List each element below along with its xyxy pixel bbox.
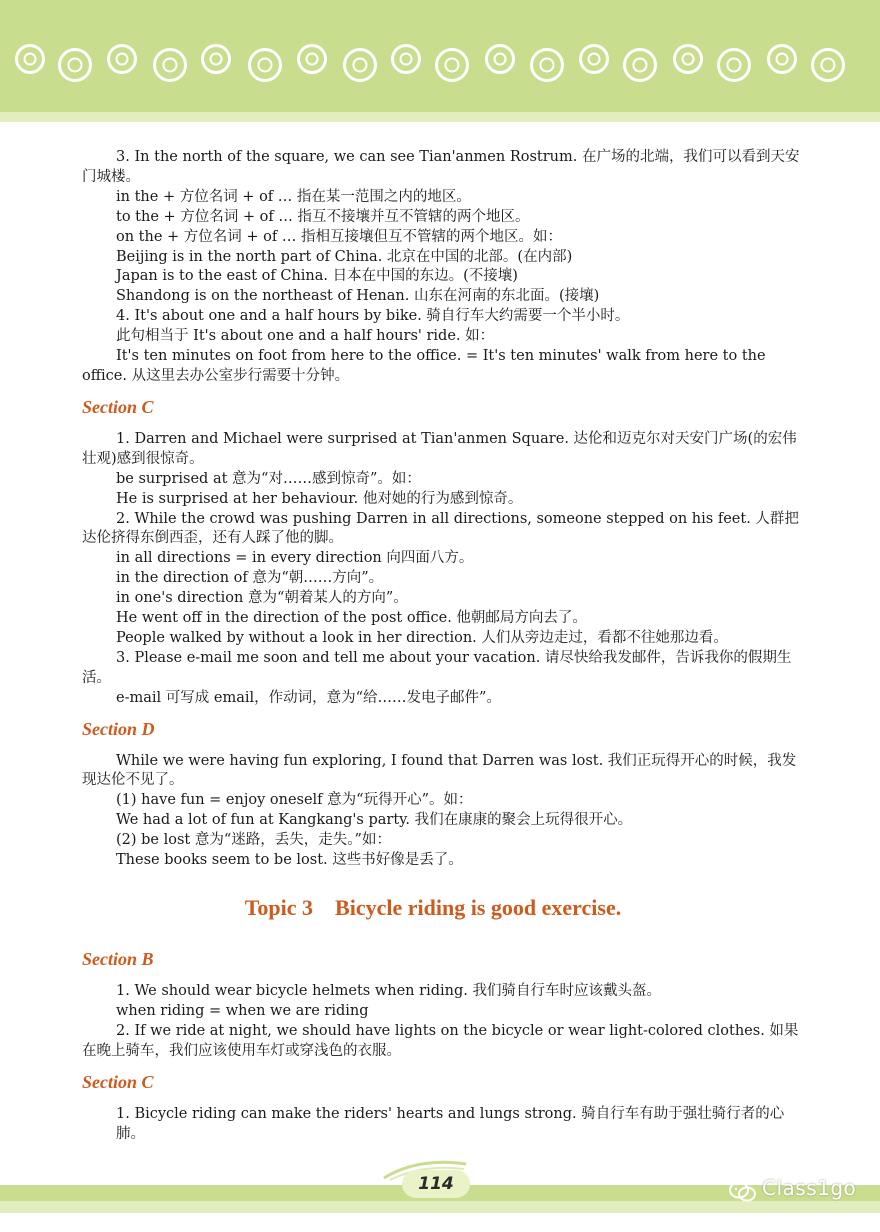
text-line: (1) have fun = enjoy oneself 意为“玩得开心”。如：	[116, 792, 473, 809]
header-banner-stripe	[0, 112, 880, 122]
text-line: in the direction of 意为“朝……方向”。	[116, 570, 384, 587]
text-line: 3. In the north of the square, we can see Tian'anmen Rostrum. 在广场的北端，我们可以看到天安门城楼。	[82, 149, 800, 185]
text-line: on the + 方位名词 + of … 指相互接壤但互不管辖的两个地区。如：	[116, 228, 562, 245]
text-line: in the + 方位名词 + of … 指在某一范围之内的地区。	[116, 188, 471, 205]
text-line: 1. Bicycle riding can make the riders' hearts and lungs strong. 骑自行车有助于强壮骑行者的心肺。	[116, 1105, 785, 1142]
text-line: in one's direction 意为“朝着某人的方向”。	[116, 590, 408, 607]
text-line: in all directions = in every direction 向四面八方。	[116, 550, 474, 567]
circle-ornament-icon	[435, 48, 469, 82]
text-line: 此句相当于 It's about one and a half hours' ride. 如：	[116, 328, 495, 345]
text-line: Shandong is on the northeast of Henan. 山东在河南的东北面。(接壤)	[116, 288, 600, 305]
circle-ornament-icon	[343, 48, 377, 82]
circle-ornament-icon	[153, 48, 187, 82]
circle-ornament-icon	[717, 48, 751, 82]
circle-ornament-icon	[673, 44, 703, 74]
section-heading: Section C	[82, 1071, 154, 1092]
wechat-icon	[728, 1180, 758, 1204]
section-heading: Section B	[82, 949, 154, 969]
text-line: to the + 方位名词 + of … 指互不接壤并互不管辖的两个地区。	[116, 208, 530, 225]
circle-ornament-icon	[485, 44, 515, 74]
circle-ornament-icon	[107, 44, 137, 74]
text-line: Japan is to the east of China. 日本在中国的东边。(不接壤)	[116, 268, 518, 285]
section-heading: Section D	[82, 718, 155, 739]
circle-ornament-icon	[811, 48, 845, 82]
text-line: He went off in the direction of the post office. 他朝邮局方向去了。	[116, 610, 587, 627]
text-line: (2) be lost 意为“迷路，丢失，走失。”如：	[116, 832, 391, 849]
text-line: While we were having fun exploring, I found that Darren was lost. 我们正玩得开心的时候，我发现达伦不见了。	[82, 752, 797, 789]
text-line: 2. If we ride at night, we should have lights on the bicycle or wear light-colored clothes. 如果在晚上骑车，我们应该使用车灯或穿浅色的衣服。	[82, 1022, 799, 1059]
circle-ornament-icon	[15, 44, 45, 74]
text-line: We had a lot of fun at Kangkang's party. 我们在康康的聚会上玩得很开心。	[116, 812, 633, 829]
circle-ornament-icon	[623, 48, 657, 82]
section-heading: Section C	[82, 396, 154, 417]
circle-ornament-icon	[391, 44, 421, 74]
circle-ornament-icon	[248, 48, 282, 82]
circle-ornament-icon	[530, 48, 564, 82]
page-content	[82, 148, 800, 1144]
text-line: 3. Please e-mail me soon and tell me about your vacation. 请尽快给我发邮件，告诉我你的假期生活。	[82, 649, 792, 686]
circle-ornament-icon	[767, 44, 797, 74]
page-number: 114	[402, 1170, 470, 1198]
text-line: e-mail 可写成 email，作动词，意为“给……发电子邮件”。	[116, 689, 501, 706]
circle-ornament-icon	[201, 44, 231, 74]
text-line: be surprised at 意为“对……感到惊奇”。如：	[116, 470, 421, 487]
text-line: Beijing is in the north part of China. 北京在中国的北部。(在内部)	[116, 248, 573, 265]
text-line: 2. While the crowd was pushing Darren in all directions, someone stepped on his feet. 人群把达伦挤得东倒西歪，还有人踩了他的脚。	[82, 510, 799, 547]
text-line: People walked by without a look in her direction. 人们从旁边走过，看都不往她那边看。	[116, 629, 728, 646]
circle-ornament-icon	[579, 44, 609, 74]
text-line: 4. It's about one and a half hours by bike. 骑自行车大约需要一个半小时。	[116, 308, 630, 325]
text-line: when riding = when we are riding	[116, 1002, 369, 1019]
text-line: He is surprised at her behaviour. 他对她的行为感到惊奇。	[116, 490, 523, 507]
text-line: These books seem to be lost. 这些书好像是丢了。	[116, 852, 463, 869]
text-line: 1. We should wear bicycle helmets when riding. 我们骑自行车时应该戴头盔。	[116, 983, 661, 999]
circle-ornament-icon	[297, 44, 327, 74]
text-line: 1. Darren and Michael were surprised at Tian'anmen Square. 达伦和迈克尔对天安门广场(的宏伟壮观)感到很惊奇。	[82, 430, 797, 467]
watermark-text: Class1go	[762, 1176, 857, 1200]
topic-title: Topic 3 Bicycle riding is good exercise.	[244, 895, 622, 920]
text-line: It's ten minutes on foot from here to the office. = It's ten minutes' walk from here to the office. 从这里去办公室步行需要十分钟。	[82, 348, 766, 384]
circle-ornament-icon	[58, 48, 92, 82]
